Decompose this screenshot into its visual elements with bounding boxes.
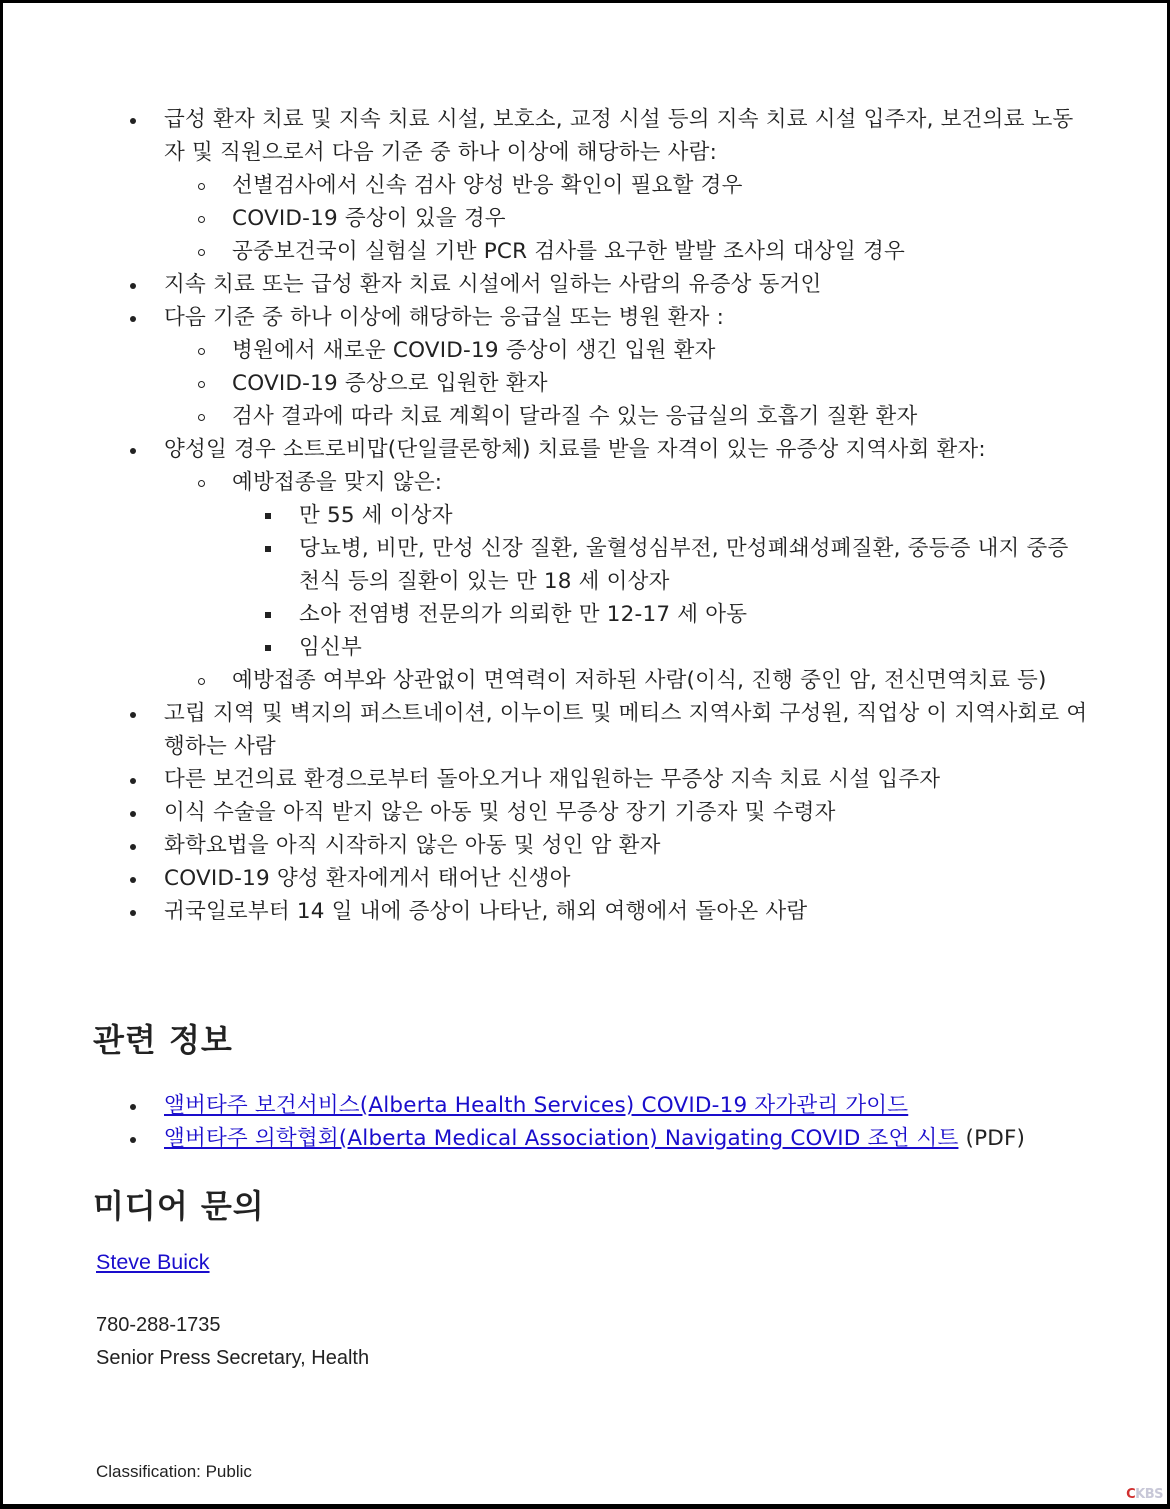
- list-item: 고립 지역 및 벽지의 퍼스트네이션, 이누이트 및 메티스 지역사회 구성원, 직업상 이 지역사회로 여행하는 사람: [93, 697, 1093, 763]
- circle-bullet-icon: [198, 480, 205, 487]
- bullet-icon: [130, 1137, 136, 1143]
- bullet-icon: [130, 448, 136, 454]
- list-item: 검사 결과에 따라 치료 계획이 달라질 수 있는 응급실의 호흡기 질환 환자: [93, 400, 1093, 433]
- list-item: 급성 환자 치료 및 지속 치료 시설, 보호소, 교정 시설 등의 지속 치료 시설 입주자, 보건의료 노동자 및 직원으로서 다음 기준 중 하나 이상에 해당하는 사람: 선별검사에서 신속 검사 양성 반응 확인이 필요할 경우 COVID-19 증상이 있을 경우 공중보건국이 실험실 기반 PCR 검사를 요구한 발발 조사의 대상일 경우: [93, 103, 1093, 268]
- ama-navigating-covid-link[interactable]: 앨버타주 의학협회(Alberta Medical Association) Navigating COVID 조언 시트: [164, 1126, 959, 1151]
- list-item: COVID-19 증상이 있을 경우: [93, 202, 1093, 235]
- circle-bullet-icon: [198, 678, 205, 685]
- related-info-heading: 관련 정보: [93, 1021, 233, 1059]
- circle-bullet-icon: [198, 414, 205, 421]
- square-bullet-icon: [265, 546, 271, 552]
- list-item: 화학요법을 아직 시작하지 않은 아동 및 성인 암 환자: [93, 829, 1093, 862]
- list-item: 임신부: [93, 631, 1093, 664]
- bullet-icon: [130, 910, 136, 916]
- contact-email-link[interactable]: Steve Buick: [96, 1250, 210, 1274]
- list-item: [93, 1089, 1153, 1122]
- bullet-icon: [130, 283, 136, 289]
- media-inquiries-heading: 미디어 문의: [93, 1187, 265, 1225]
- list-item: 공중보건국이 실험실 기반 PCR 검사를 요구한 발발 조사의 대상일 경우: [93, 235, 1093, 268]
- list-item: 예방접종을 맞지 않은: 만 55 세 이상자 당뇨병, 비만, 만성 신장 질환, 울혈성심부전, 만성폐쇄성폐질환, 중등증 내지 중증 천식 등의 질환이 있는 만 18 세 이상자 소아 전염병 전문의가 의뢰한 만 12-17 세 아동 임신부: [93, 466, 1093, 664]
- classification-label: Classification: Public: [96, 1462, 252, 1481]
- circle-bullet-icon: [198, 381, 205, 388]
- ahs-self-care-guide-link[interactable]: 앨버타주 보건서비스(Alberta Health Services) COVID-19 자가관리 가이드: [164, 1093, 909, 1118]
- square-bullet-icon: [265, 513, 271, 519]
- related-links-section: [93, 1089, 1153, 1155]
- list-item: 지속 치료 또는 급성 환자 치료 시설에서 일하는 사람의 유증상 동거인: [93, 268, 1093, 301]
- eligibility-list: [93, 103, 1093, 928]
- list-item: 예방접종 여부와 상관없이 면역력이 저하된 사람(이식, 진행 중인 암, 전신면역치료 등): [93, 664, 1093, 697]
- circle-bullet-icon: [198, 348, 205, 355]
- bullet-icon: [130, 877, 136, 883]
- list-item: 이식 수술을 아직 받지 않은 아동 및 성인 무증상 장기 기증자 및 수령자: [93, 796, 1093, 829]
- sub-sub-list: [232, 499, 1093, 664]
- list-item: [93, 1122, 1153, 1155]
- list-item: COVID-19 양성 환자에게서 태어난 신생아: [93, 862, 1093, 895]
- circle-bullet-icon: [198, 249, 205, 256]
- circle-bullet-icon: [198, 216, 205, 223]
- related-links-list: [93, 1089, 1153, 1155]
- list-item: 선별검사에서 신속 검사 양성 반응 확인이 필요할 경우: [93, 169, 1093, 202]
- list-item: 만 55 세 이상자: [93, 499, 1093, 532]
- list-item: 소아 전염병 전문의가 의뢰한 만 12-17 세 아동: [93, 598, 1093, 631]
- sub-list: [164, 334, 1093, 433]
- square-bullet-icon: [265, 612, 271, 618]
- square-bullet-icon: [265, 645, 271, 651]
- eligibility-section: [93, 103, 1093, 928]
- sub-list: [164, 169, 1093, 268]
- bullet-icon: [130, 811, 136, 817]
- bullet-icon: [130, 712, 136, 718]
- list-item: 귀국일로부터 14 일 내에 증상이 나타난, 해외 여행에서 돌아온 사람: [93, 895, 1093, 928]
- contact-name: [96, 1250, 210, 1275]
- bullet-icon: [130, 1104, 136, 1110]
- contact-phone: 780-288-1735: [96, 1314, 221, 1336]
- sub-list: [164, 466, 1093, 697]
- contact-title: Senior Press Secretary, Health: [96, 1347, 370, 1369]
- contact-details: [96, 1309, 369, 1375]
- list-item: 다른 보건의료 환경으로부터 돌아오거나 재입원하는 무증상 지속 치료 시설 입주자: [93, 763, 1093, 796]
- list-item: 병원에서 새로운 COVID-19 증상이 생긴 입원 환자: [93, 334, 1093, 367]
- watermark-logo: CKBS: [1126, 1487, 1163, 1502]
- bullet-icon: [130, 118, 136, 124]
- pdf-label: (PDF): [958, 1126, 1026, 1151]
- list-item: 다음 기준 중 하나 이상에 해당하는 응급실 또는 병원 환자 : 병원에서 새로운 COVID-19 증상이 생긴 입원 환자 COVID-19 증상으로 입원한 환자 검사 결과에 따라 치료 계획이 달라질 수 있는 응급실의 호흡기 질환 환자: [93, 301, 1093, 433]
- list-item: 양성일 경우 소트로비맙(단일클론항체) 치료를 받을 자격이 있는 유증상 지역사회 환자: 예방접종을 맞지 않은: 만 55 세 이상자 당뇨병, 비만, 만성 신장 질환, 울혈성심부전, 만성폐쇄성폐질환, 중등증 내지 중증 천식 등의 질환이 있는 만 18 세 이상자 소아 전염병 전문의가 의뢰한 만 12-17 세 아동 임신부 예방접종 여부와 상관없이 면역력이 저하된 사람(이식, 진행 중인 암, 전신면역치료 등): [93, 433, 1093, 697]
- list-item: COVID-19 증상으로 입원한 환자: [93, 367, 1093, 400]
- list-item: 당뇨병, 비만, 만성 신장 질환, 울혈성심부전, 만성폐쇄성폐질환, 중등증 내지 중증 천식 등의 질환이 있는 만 18 세 이상자: [93, 532, 1093, 598]
- bullet-icon: [130, 778, 136, 784]
- bullet-icon: [130, 844, 136, 850]
- circle-bullet-icon: [198, 183, 205, 190]
- bullet-icon: [130, 316, 136, 322]
